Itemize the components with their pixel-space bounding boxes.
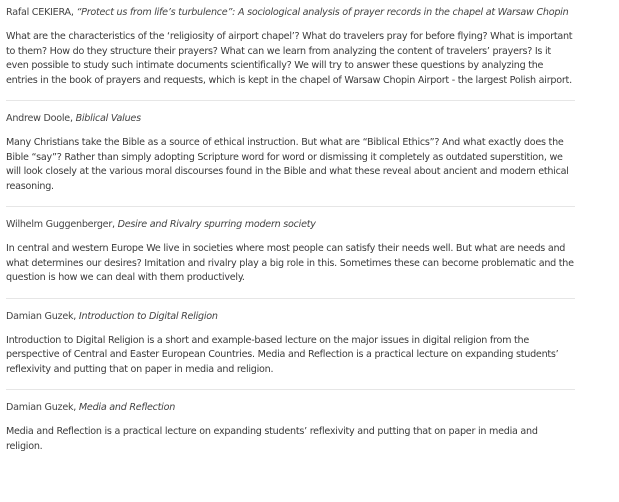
lecture-entry: [6, 401, 575, 454]
lecture-description: Many Christians take the Bible as a source of ethical instruction. But what are “Biblical Ethics”? And what exactly does the Bible “say”? Rather than simply adopting Scripture word for word or dismissing it completely as outdated superstition, we will look closely at the various moral discourses found in the Bible and what these reveal about ancient and modern ethical reasoning.: [6, 137, 569, 192]
lecture-title: Introduction to Digital Religion: [78, 310, 218, 322]
lecture-author: Rafal CEKIERA,: [6, 7, 77, 18]
lecture-title: Desire and Rivalry spurring modern society: [117, 219, 316, 230]
lecture-heading: [6, 310, 575, 324]
lecture-author: Damian Guzek,: [6, 402, 79, 413]
lecture-author: Wilhelm Guggenberger,: [6, 219, 118, 230]
lecture-description: Media and Reflection is a practical lecture on expanding students’ reflexivity and putting that on paper in media and religion.: [6, 426, 538, 452]
lecture-author: Andrew Doole,: [6, 113, 76, 124]
lecture-entry: [6, 6, 575, 101]
lecture-description: Introduction to Digital Religion is a short and example-based lecture on the major issues in digital religion from the perspective of Central and Easter European Countries. Media and Reflection is a practical lecture on expanding students’ reflexivity and putting that on paper in media and religion.: [6, 334, 559, 375]
lecture-author: Damian Guzek,: [6, 310, 79, 322]
lecture-entry: [6, 310, 575, 391]
lecture-description: What are the characteristics of the ‘religiosity of airport chapel’? What do travelers pray for before flying? What is important to them? How do they structure their prayers? What can we learn from analyzing the content of travelers’ prayers? Is it even possible to study such intimate documents scientifically? We will try to answer these questions by analyzing the entries in the book of prayers and requests, which is kept in the chapel of Warsaw Chopin Airport - the largest Polish airport.: [6, 31, 573, 86]
lecture-description: In central and western Europe We live in societies where most people can satisfy their needs well. But what are needs and what determines our desires? Imitation and rivalry play a big role in this. Sometimes these can become problematic and the question is how we can deal with them productively.: [6, 243, 574, 283]
lecture-heading: [6, 6, 575, 20]
lecture-title: Media and Reflection: [78, 402, 176, 413]
lecture-title: “Protect us from life’s turbulence”: A sociological analysis of prayer records in the chapel at Warsaw Chopin: [76, 7, 569, 18]
lecture-heading: [6, 218, 575, 232]
lecture-entry: [6, 218, 575, 299]
lecture-heading: [6, 112, 575, 126]
lecture-heading: [6, 401, 575, 415]
lecture-title: Biblical Values: [75, 113, 141, 124]
lecture-entry: [6, 112, 575, 207]
